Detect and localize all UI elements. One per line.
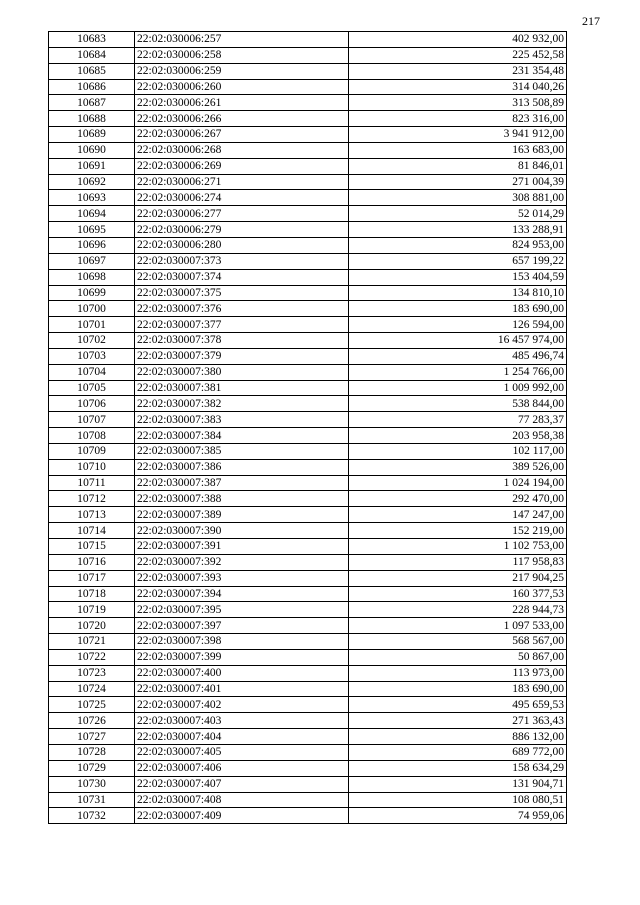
row-number: 10707: [49, 412, 135, 428]
row-number: 10688: [49, 111, 135, 127]
cadastral-number: 22:02:030007:404: [135, 729, 349, 745]
cadastral-value: 147 247,00: [349, 507, 567, 523]
table-row: [49, 285, 567, 301]
cadastral-number: 22:02:030007:381: [135, 380, 349, 396]
row-number: 10713: [49, 507, 135, 523]
cadastral-number: 22:02:030007:388: [135, 491, 349, 507]
row-number: 10706: [49, 396, 135, 412]
row-number: 10693: [49, 190, 135, 206]
table-row: [49, 618, 567, 634]
cadastral-value: 657 199,22: [349, 253, 567, 269]
table-row: [49, 237, 567, 253]
cadastral-number: 22:02:030007:385: [135, 443, 349, 459]
cadastral-number: 22:02:030006:267: [135, 127, 349, 143]
cadastral-number: 22:02:030007:399: [135, 649, 349, 665]
row-number: 10729: [49, 760, 135, 776]
cadastral-number: 22:02:030007:394: [135, 586, 349, 602]
cadastral-value: 81 846,01: [349, 158, 567, 174]
cadastral-number: 22:02:030006:260: [135, 79, 349, 95]
row-number: 10732: [49, 808, 135, 824]
table-row: [49, 111, 567, 127]
cadastral-number: 22:02:030007:376: [135, 301, 349, 317]
cadastral-value: 313 508,89: [349, 95, 567, 111]
cadastral-value: 689 772,00: [349, 744, 567, 760]
row-number: 10704: [49, 364, 135, 380]
cadastral-number: 22:02:030006:268: [135, 142, 349, 158]
table-row: [49, 697, 567, 713]
cadastral-value: 217 904,25: [349, 570, 567, 586]
row-number: 10710: [49, 459, 135, 475]
table-row: [49, 47, 567, 63]
cadastral-value: 108 080,51: [349, 792, 567, 808]
cadastral-value: 153 404,59: [349, 269, 567, 285]
cadastral-value: 271 004,39: [349, 174, 567, 190]
row-number: 10701: [49, 317, 135, 333]
row-number: 10686: [49, 79, 135, 95]
cadastral-value: 126 594,00: [349, 317, 567, 333]
cadastral-value: 203 958,38: [349, 428, 567, 444]
cadastral-number: 22:02:030007:390: [135, 523, 349, 539]
table-row: [49, 539, 567, 555]
table-row: [49, 491, 567, 507]
table-row: [49, 586, 567, 602]
table-row: [49, 174, 567, 190]
cadastral-number: 22:02:030007:374: [135, 269, 349, 285]
cadastral-number: 22:02:030006:279: [135, 222, 349, 238]
cadastral-number: 22:02:030007:373: [135, 253, 349, 269]
row-number: 10683: [49, 32, 135, 48]
cadastral-value: 160 377,53: [349, 586, 567, 602]
table-row: [49, 729, 567, 745]
table-row: [49, 269, 567, 285]
cadastral-number: 22:02:030006:258: [135, 47, 349, 63]
cadastral-number: 22:02:030006:277: [135, 206, 349, 222]
cadastral-number: 22:02:030007:402: [135, 697, 349, 713]
cadastral-value: 133 288,91: [349, 222, 567, 238]
cadastral-number: 22:02:030006:274: [135, 190, 349, 206]
cadastral-number: 22:02:030007:392: [135, 554, 349, 570]
cadastral-value: 117 958,83: [349, 554, 567, 570]
table-row: [49, 634, 567, 650]
cadastral-value: 886 132,00: [349, 729, 567, 745]
row-number: 10698: [49, 269, 135, 285]
table-row: [49, 95, 567, 111]
row-number: 10696: [49, 237, 135, 253]
row-number: 10720: [49, 618, 135, 634]
table-row: [49, 649, 567, 665]
row-number: 10721: [49, 634, 135, 650]
row-number: 10722: [49, 649, 135, 665]
table-row: [49, 760, 567, 776]
row-number: 10718: [49, 586, 135, 602]
cadastral-number: 22:02:030007:379: [135, 348, 349, 364]
cadastral-number: 22:02:030006:280: [135, 237, 349, 253]
table-row: [49, 127, 567, 143]
cadastral-value: 228 944,73: [349, 602, 567, 618]
table-row: [49, 475, 567, 491]
table-row: [49, 396, 567, 412]
cadastral-number: 22:02:030007:408: [135, 792, 349, 808]
page-number: 217: [582, 14, 600, 28]
table-row: [49, 744, 567, 760]
table-row: [49, 364, 567, 380]
row-number: 10699: [49, 285, 135, 301]
table-row: [49, 32, 567, 48]
cadastral-value: 308 881,00: [349, 190, 567, 206]
cadastral-value: 538 844,00: [349, 396, 567, 412]
registry-table-body: [49, 32, 567, 824]
cadastral-number: 22:02:030007:409: [135, 808, 349, 824]
cadastral-value: 1 102 753,00: [349, 539, 567, 555]
row-number: 10690: [49, 142, 135, 158]
row-number: 10730: [49, 776, 135, 792]
cadastral-value: 485 496,74: [349, 348, 567, 364]
cadastral-number: 22:02:030007:406: [135, 760, 349, 776]
row-number: 10703: [49, 348, 135, 364]
table-row: [49, 570, 567, 586]
row-number: 10702: [49, 333, 135, 349]
table-row: [49, 713, 567, 729]
cadastral-value: 823 316,00: [349, 111, 567, 127]
table-row: [49, 443, 567, 459]
cadastral-number: 22:02:030007:393: [135, 570, 349, 586]
cadastral-number: 22:02:030007:384: [135, 428, 349, 444]
row-number: 10685: [49, 63, 135, 79]
row-number: 10694: [49, 206, 135, 222]
table-row: [49, 665, 567, 681]
table-row: [49, 554, 567, 570]
cadastral-number: 22:02:030007:389: [135, 507, 349, 523]
cadastral-value: 50 867,00: [349, 649, 567, 665]
row-number: 10691: [49, 158, 135, 174]
table-row: [49, 428, 567, 444]
cadastral-number: 22:02:030007:377: [135, 317, 349, 333]
cadastral-value: 183 690,00: [349, 301, 567, 317]
row-number: 10728: [49, 744, 135, 760]
table-row: [49, 523, 567, 539]
cadastral-value: 3 941 912,00: [349, 127, 567, 143]
cadastral-number: 22:02:030007:401: [135, 681, 349, 697]
cadastral-number: 22:02:030007:397: [135, 618, 349, 634]
cadastral-number: 22:02:030007:378: [135, 333, 349, 349]
cadastral-number: 22:02:030007:386: [135, 459, 349, 475]
row-number: 10724: [49, 681, 135, 697]
table-row: [49, 79, 567, 95]
cadastral-value: 77 283,37: [349, 412, 567, 428]
cadastral-value: 1 254 766,00: [349, 364, 567, 380]
table-row: [49, 380, 567, 396]
cadastral-value: 134 810,10: [349, 285, 567, 301]
table-row: [49, 808, 567, 824]
cadastral-number: 22:02:030006:261: [135, 95, 349, 111]
row-number: 10717: [49, 570, 135, 586]
cadastral-number: 22:02:030007:387: [135, 475, 349, 491]
row-number: 10705: [49, 380, 135, 396]
cadastral-value: 113 973,00: [349, 665, 567, 681]
table-row: [49, 507, 567, 523]
row-number: 10712: [49, 491, 135, 507]
table-row: [49, 301, 567, 317]
table-row: [49, 253, 567, 269]
row-number: 10725: [49, 697, 135, 713]
cadastral-number: 22:02:030007:375: [135, 285, 349, 301]
cadastral-number: 22:02:030007:398: [135, 634, 349, 650]
table-row: [49, 412, 567, 428]
row-number: 10689: [49, 127, 135, 143]
cadastral-number: 22:02:030007:395: [135, 602, 349, 618]
cadastral-value: 824 953,00: [349, 237, 567, 253]
table-row: [49, 602, 567, 618]
cadastral-number: 22:02:030007:391: [135, 539, 349, 555]
table-row: [49, 333, 567, 349]
table-row: [49, 348, 567, 364]
cadastral-number: 22:02:030006:259: [135, 63, 349, 79]
row-number: 10711: [49, 475, 135, 491]
cadastral-number: 22:02:030007:400: [135, 665, 349, 681]
table-row: [49, 681, 567, 697]
cadastral-value: 102 117,00: [349, 443, 567, 459]
table-row: [49, 142, 567, 158]
cadastral-value: 402 932,00: [349, 32, 567, 48]
cadastral-number: 22:02:030007:383: [135, 412, 349, 428]
cadastral-value: 1 024 194,00: [349, 475, 567, 491]
cadastral-value: 74 959,06: [349, 808, 567, 824]
cadastral-number: 22:02:030006:257: [135, 32, 349, 48]
cadastral-number: 22:02:030007:405: [135, 744, 349, 760]
row-number: 10727: [49, 729, 135, 745]
cadastral-number: 22:02:030006:271: [135, 174, 349, 190]
row-number: 10700: [49, 301, 135, 317]
table-row: [49, 158, 567, 174]
cadastral-value: 495 659,53: [349, 697, 567, 713]
table-row: [49, 317, 567, 333]
row-number: 10708: [49, 428, 135, 444]
row-number: 10715: [49, 539, 135, 555]
cadastral-number: 22:02:030006:269: [135, 158, 349, 174]
row-number: 10716: [49, 554, 135, 570]
cadastral-value: 163 683,00: [349, 142, 567, 158]
cadastral-value: 271 363,43: [349, 713, 567, 729]
row-number: 10695: [49, 222, 135, 238]
cadastral-value: 225 452,58: [349, 47, 567, 63]
cadastral-value: 1 009 992,00: [349, 380, 567, 396]
table-row: [49, 459, 567, 475]
row-number: 10719: [49, 602, 135, 618]
row-number: 10697: [49, 253, 135, 269]
cadastral-value: 231 354,48: [349, 63, 567, 79]
cadastral-value: 52 014,29: [349, 206, 567, 222]
table-row: [49, 792, 567, 808]
cadastral-value: 131 904,71: [349, 776, 567, 792]
cadastral-value: 158 634,29: [349, 760, 567, 776]
row-number: 10709: [49, 443, 135, 459]
table-row: [49, 190, 567, 206]
cadastral-number: 22:02:030007:403: [135, 713, 349, 729]
row-number: 10723: [49, 665, 135, 681]
cadastral-value: 1 097 533,00: [349, 618, 567, 634]
registry-table: [48, 31, 567, 824]
table-row: [49, 206, 567, 222]
cadastral-number: 22:02:030007:407: [135, 776, 349, 792]
cadastral-number: 22:02:030007:382: [135, 396, 349, 412]
row-number: 10726: [49, 713, 135, 729]
row-number: 10692: [49, 174, 135, 190]
cadastral-value: 16 457 974,00: [349, 333, 567, 349]
row-number: 10714: [49, 523, 135, 539]
cadastral-value: 292 470,00: [349, 491, 567, 507]
cadastral-value: 389 526,00: [349, 459, 567, 475]
cadastral-value: 183 690,00: [349, 681, 567, 697]
table-row: [49, 222, 567, 238]
cadastral-number: 22:02:030006:266: [135, 111, 349, 127]
cadastral-value: 568 567,00: [349, 634, 567, 650]
table-row: [49, 63, 567, 79]
row-number: 10731: [49, 792, 135, 808]
cadastral-value: 314 040,26: [349, 79, 567, 95]
table-row: [49, 776, 567, 792]
row-number: 10684: [49, 47, 135, 63]
cadastral-number: 22:02:030007:380: [135, 364, 349, 380]
cadastral-value: 152 219,00: [349, 523, 567, 539]
row-number: 10687: [49, 95, 135, 111]
